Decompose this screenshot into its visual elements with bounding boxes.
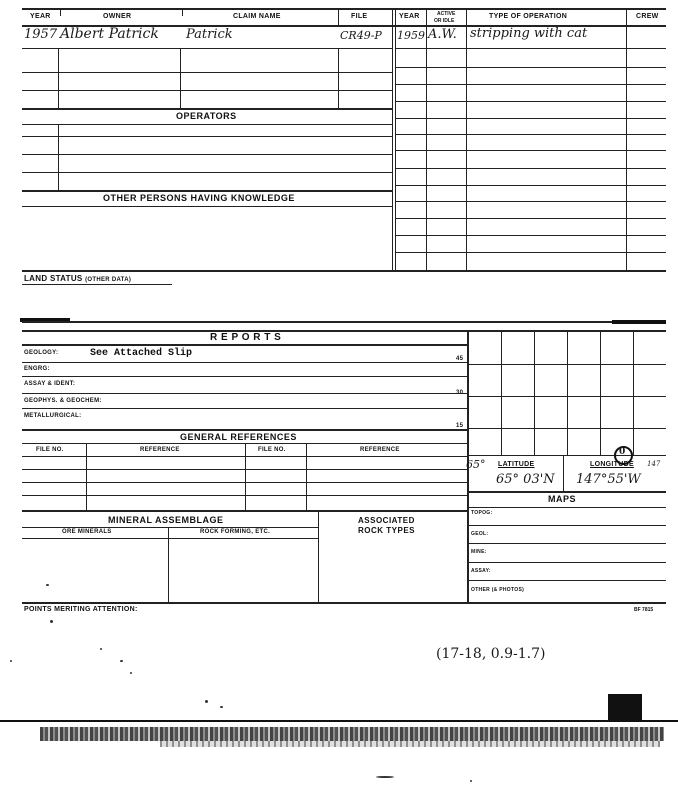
form-code: BF 7815 — [634, 607, 654, 613]
longitude-value: 147°55'W — [576, 472, 641, 487]
header-or-idle: OR IDLE — [434, 18, 455, 24]
maps-other: OTHER (& PHOTOS) — [471, 587, 525, 593]
header-active: ACTIVE — [437, 11, 456, 17]
entry-year2: 1959 — [397, 29, 425, 42]
operators-heading: OPERATORS — [176, 111, 237, 121]
land-status-heading — [24, 274, 131, 283]
latitude-value: 65° 03'N — [496, 472, 555, 487]
header-year: YEAR — [30, 13, 51, 20]
header-crew: CREW — [636, 13, 659, 20]
land-status-label: LAND STATUS — [24, 274, 83, 283]
mineral-assemblage-heading: MINERAL ASSEMBLAGE — [108, 515, 224, 525]
entry-file: CR49-P — [340, 29, 382, 42]
header-year2: YEAR — [399, 13, 420, 20]
ref-file-no-1: FILE NO. — [36, 447, 64, 453]
bottom-note: (17-18, 0.9-1.7) — [436, 646, 546, 662]
geophys-label: GEOPHYS. & GEOCHEM: — [24, 398, 102, 404]
entry-active-idle: A.W. — [428, 27, 457, 42]
entry-type-of-operation: stripping with cat — [470, 26, 588, 41]
assay-label: ASSAY & IDENT: — [24, 381, 76, 387]
tick-45: 45 — [456, 356, 464, 362]
land-status-sublabel: (OTHER DATA) — [85, 277, 132, 283]
metallurgical-label: METALLURGICAL: — [24, 413, 82, 419]
points-meriting-attention: POINTS MERITING ATTENTION: — [24, 606, 138, 613]
longitude-tag: 147 — [647, 460, 661, 468]
maps-assay: ASSAY: — [471, 568, 491, 574]
header-owner: OWNER — [103, 13, 132, 20]
maps-geol: GEOL: — [471, 531, 489, 537]
associated-rock-types-1: ASSOCIATED — [358, 516, 415, 525]
circled-mark-text: 0 — [619, 447, 626, 457]
maps-mine: MINE: — [471, 549, 487, 555]
tick-15: 15 — [456, 423, 464, 429]
header-type-of-operation: TYPE OF OPERATION — [489, 13, 568, 20]
general-references-heading: GENERAL REFERENCES — [180, 432, 297, 442]
ref-reference-1: REFERENCE — [140, 447, 180, 453]
header-file: FILE — [351, 13, 368, 20]
entry-owner: Albert Patrick — [60, 26, 159, 42]
maps-heading: MAPS — [548, 494, 577, 504]
entry-year: 1957 — [24, 27, 58, 42]
tick-30: 30 — [456, 390, 464, 396]
header-claim-name: CLAIM NAME — [233, 13, 281, 20]
latitude-label: LATITUDE — [498, 461, 535, 468]
other-persons-heading: OTHER PERSONS HAVING KNOWLEDGE — [103, 193, 295, 203]
reports-heading: R E P O R T S — [210, 332, 282, 343]
associated-rock-types-2: ROCK TYPES — [358, 526, 416, 535]
maps-topog: TOPOG: — [471, 510, 493, 516]
ref-file-no-2: FILE NO. — [258, 447, 286, 453]
latitude-prefix: 65° — [466, 458, 486, 471]
entry-claim-name: Patrick — [186, 27, 233, 42]
longitude-label: LONGITUDE — [590, 461, 634, 468]
ore-minerals-label: ORE MINERALS — [62, 529, 112, 535]
geology-value: See Attached Slip — [90, 348, 193, 359]
geology-label: GEOLOGY: — [24, 350, 59, 356]
ref-reference-2: REFERENCE — [360, 447, 400, 453]
engrg-label: ENGRG: — [24, 366, 50, 372]
rock-forming-label: ROCK FORMING, ETC. — [200, 529, 271, 535]
